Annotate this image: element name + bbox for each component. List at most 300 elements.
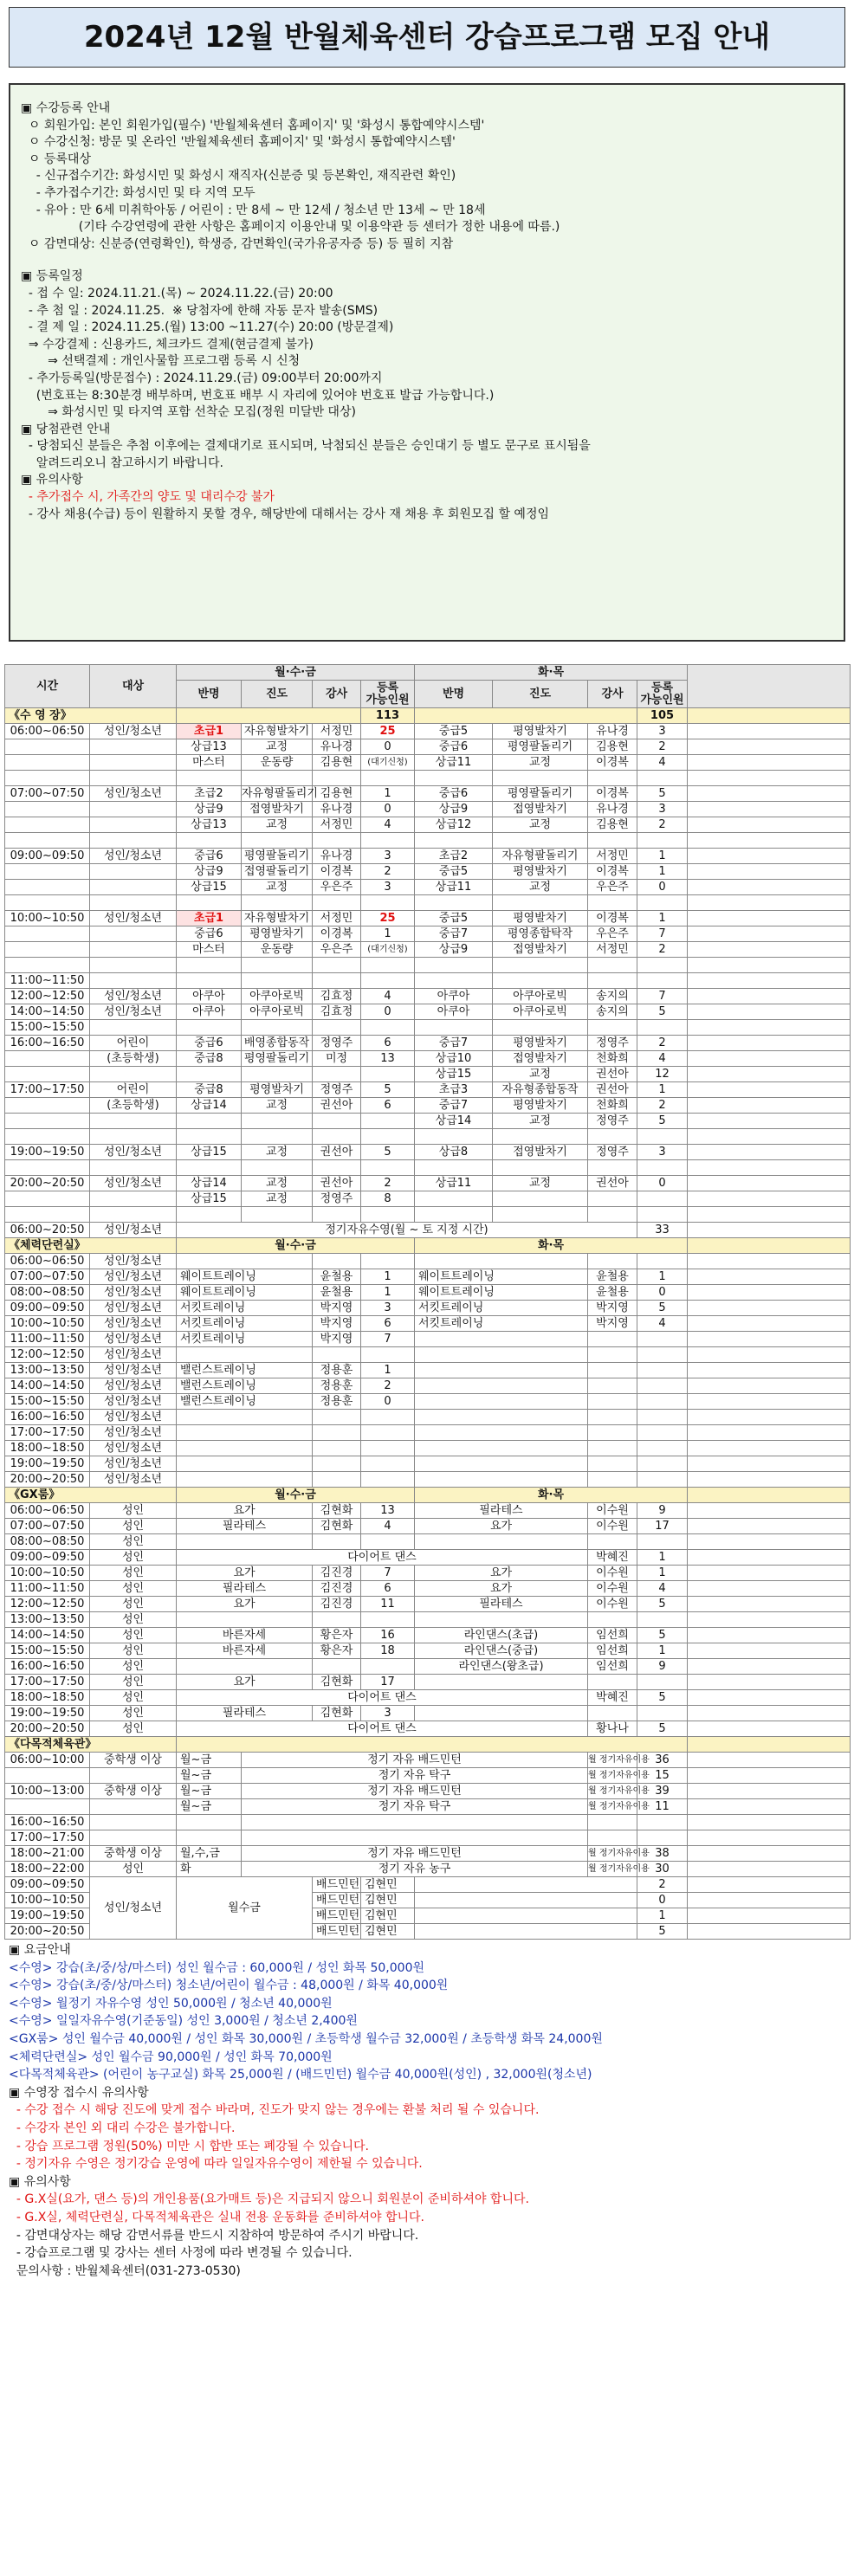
table-cell: 2 — [361, 1176, 415, 1191]
table-cell — [242, 1020, 313, 1036]
table-row — [5, 1020, 851, 1036]
table-cell: 중급5 — [415, 911, 493, 926]
table-cell — [5, 864, 90, 880]
table-row — [5, 1862, 851, 1877]
table-cell: 20:00~20:50 — [5, 1721, 90, 1737]
table-cell: 초급3 — [415, 1082, 493, 1098]
table-cell: 배드민턴 — [313, 1893, 361, 1908]
table-cell: 3 — [637, 1145, 688, 1160]
table-cell: 4 — [361, 989, 415, 1004]
table-cell: 교정 — [242, 1176, 313, 1191]
table-cell — [415, 833, 493, 849]
table-cell — [415, 1456, 588, 1472]
table-cell: 김효정 — [313, 989, 361, 1004]
table-cell: 8 — [361, 1191, 415, 1207]
table-cell — [5, 895, 90, 911]
table-cell — [588, 1347, 637, 1363]
table-row — [5, 1519, 851, 1534]
table-cell: 중급6 — [177, 926, 242, 942]
notice-line: - 신규접수기간: 화성시민 및 화성시 재직자(신분증 및 등본확인, 재직관련 확인) — [21, 169, 456, 184]
table-cell: 7 — [637, 989, 688, 1004]
table-cell: 아쿠아로빅 — [493, 989, 588, 1004]
table-cell — [177, 1441, 313, 1456]
table-cell: 서정민 — [588, 942, 637, 958]
table-cell — [688, 1924, 851, 1940]
table-cell: 서정민 — [313, 911, 361, 926]
table-cell — [688, 849, 851, 864]
table-cell: 중학생 이상 — [90, 1753, 177, 1768]
table-cell: 이경복 — [588, 755, 637, 771]
table-cell: 교정 — [493, 817, 588, 833]
table-cell — [688, 926, 851, 942]
table-cell — [5, 1799, 90, 1815]
table-cell — [688, 880, 851, 895]
header-time: 시간 — [5, 665, 90, 708]
table-cell — [588, 1378, 637, 1394]
table-cell — [637, 1347, 688, 1363]
table-cell — [688, 1191, 851, 1207]
table-cell — [415, 1472, 588, 1488]
table-cell: 0 — [637, 1176, 688, 1191]
table-cell: 중급7 — [415, 926, 493, 942]
free-swim-label: 정기자유수영(월 ~ 토 지정 시간) — [177, 1223, 637, 1238]
table-cell — [177, 1207, 242, 1223]
table-cell: 중학생 이상 — [90, 1784, 177, 1799]
table-cell: 평영팔돌리기 — [493, 739, 588, 755]
table-cell — [313, 1472, 361, 1488]
table-cell: 초급1 — [177, 724, 242, 739]
table-cell: 교정 — [242, 739, 313, 755]
table-cell: 이수원 — [588, 1503, 637, 1519]
table-cell — [688, 755, 851, 771]
table-cell — [313, 1347, 361, 1363]
free-swim-cap: 33 — [637, 1223, 688, 1238]
table-cell — [313, 1659, 361, 1675]
table-row — [5, 1830, 851, 1846]
table-cell: 이경복 — [313, 864, 361, 880]
table-cell: 아쿠아 — [177, 989, 242, 1004]
table-cell: 1 — [637, 1908, 688, 1924]
table-row — [5, 1082, 851, 1098]
table-row — [5, 1799, 851, 1815]
table-cell — [637, 973, 688, 989]
table-cell: 성인/청소년 — [90, 1285, 177, 1301]
table-cell — [5, 926, 90, 942]
table-cell: 성인 — [90, 1862, 177, 1877]
fee-line: - 강습 프로그램 정원(50%) 미만 시 합반 또는 폐강될 수 있습니다. — [9, 2139, 369, 2153]
notice-line: ㅇ 회원가입: 본인 회원가입(필수) '반월체육센터 홈페이지' 및 '화성시 통합예약시스템' — [21, 118, 485, 132]
table-cell — [688, 1425, 851, 1441]
table-cell: 정영주 — [313, 1191, 361, 1207]
table-cell: 1 — [637, 849, 688, 864]
table-cell: 13:00~13:50 — [5, 1363, 90, 1378]
table-cell — [313, 1129, 361, 1145]
table-row — [5, 786, 851, 802]
table-cell — [688, 1238, 851, 1254]
fee-line: ▣ 요금안내 — [9, 1943, 71, 1957]
table-cell — [415, 1160, 493, 1176]
header-level: 진도 — [242, 681, 313, 708]
table-cell: 17 — [361, 1675, 415, 1690]
table-cell — [90, 942, 177, 958]
table-row — [5, 817, 851, 833]
table-cell — [415, 1675, 588, 1690]
table-cell — [688, 1737, 851, 1753]
table-cell — [415, 973, 493, 989]
table-cell — [415, 1347, 588, 1363]
table-cell: 09:00~09:50 — [5, 1550, 90, 1566]
table-cell: 상급12 — [415, 817, 493, 833]
table-cell: 0 — [637, 880, 688, 895]
table-cell: 어린이 — [90, 1036, 177, 1051]
table-cell: 교정 — [493, 755, 588, 771]
table-cell: 자유형종합동작 — [493, 1082, 588, 1098]
fee-line: <수영> 일일자유수영(기준동일) 성인 3,000원 / 청소년 2,400원 — [9, 2014, 358, 2029]
table-cell — [688, 724, 851, 739]
table-cell: 성인 — [90, 1690, 177, 1706]
table-row — [5, 1534, 851, 1550]
table-cell — [688, 1846, 851, 1862]
table-cell: 요가 — [177, 1566, 313, 1581]
table-row — [5, 989, 851, 1004]
table-cell — [688, 1503, 851, 1519]
table-cell — [5, 1067, 90, 1082]
table-cell — [688, 1566, 851, 1581]
table-cell: 필라테스 — [177, 1581, 313, 1597]
table-cell: 평영발차기 — [493, 1036, 588, 1051]
table-cell: 이수원 — [588, 1519, 637, 1534]
table-cell: 1 — [637, 911, 688, 926]
table-cell: 교정 — [493, 1176, 588, 1191]
table-row — [5, 1597, 851, 1612]
table-cell: 19:00~19:50 — [5, 1145, 90, 1160]
table-cell — [588, 1441, 637, 1456]
notice-line: ⇒ 선택결제 : 개인사물함 프로그램 등록 시 신청 — [21, 354, 301, 369]
table-cell — [90, 1129, 177, 1145]
table-cell — [177, 1472, 313, 1488]
table-row — [5, 724, 851, 739]
table-cell — [688, 1488, 851, 1503]
table-cell: 4 — [361, 817, 415, 833]
table-cell — [588, 895, 637, 911]
table-cell — [688, 833, 851, 849]
table-cell: 라인댄스(초급) — [415, 1628, 588, 1643]
table-cell: 성인 — [90, 1581, 177, 1597]
table-cell: 08:00~08:50 — [5, 1534, 90, 1550]
notice-line: ⇒ 화성시민 및 타지역 포함 선착순 모집(정원 미달반 대상) — [21, 405, 356, 420]
table-cell: 39 — [637, 1784, 688, 1799]
table-cell — [361, 1160, 415, 1176]
table-cell: 성인 — [90, 1675, 177, 1690]
table-cell — [688, 665, 851, 708]
table-row — [5, 1191, 851, 1207]
table-cell — [588, 771, 637, 786]
notice-line: ㅇ 수강신청: 방문 및 온라인 '반월체육센터 홈페이지' 및 '화성시 통합예약시스템' — [21, 135, 456, 150]
table-cell: 성인/청소년 — [90, 1332, 177, 1347]
table-row — [5, 739, 851, 755]
table-cell: 20:00~20:50 — [5, 1176, 90, 1191]
table-cell: 자유형팔돌리기 — [242, 787, 318, 800]
table-cell: 김용현 — [313, 786, 361, 802]
fee-line: - G.X실, 체력단련실, 다목적체육관은 실내 전용 운동화를 준비하셔야 합니다. — [9, 2210, 424, 2224]
schedule-table — [4, 664, 851, 1940]
table-cell: 상급14 — [177, 1176, 242, 1191]
table-cell — [361, 771, 415, 786]
table-cell — [637, 1456, 688, 1472]
table-cell: 요가 — [177, 1597, 313, 1612]
table-row — [5, 1223, 851, 1238]
table-cell: 06:00~06:50 — [5, 1503, 90, 1519]
table-cell: 성인 — [90, 1519, 177, 1534]
table-cell: 배드민턴 — [313, 1877, 361, 1893]
table-cell: 유나경 — [588, 724, 637, 739]
table-cell: 어린이 — [90, 1082, 177, 1098]
table-cell: 17:00~17:50 — [5, 1675, 90, 1690]
table-cell: 아쿠아 — [177, 1004, 242, 1020]
table-cell — [415, 1129, 493, 1145]
table-cell: 김현화 — [313, 1503, 361, 1519]
table-row — [5, 1846, 851, 1862]
header-level: 진도 — [493, 681, 588, 708]
table-cell: 4 — [637, 1051, 688, 1067]
table-cell: 12:00~12:50 — [5, 989, 90, 1004]
table-cell — [588, 1534, 637, 1550]
table-cell — [177, 1114, 242, 1129]
table-cell: 필라테스 — [415, 1597, 588, 1612]
free-swim-time: 06:00~20:50 — [5, 1223, 90, 1238]
table-cell — [688, 1316, 851, 1332]
table-cell: 정용훈 — [313, 1394, 361, 1410]
notice-line: - 결 제 일 : 2024.11.25.(월) 13:00 ~11.27(수) 20:00 (방문결제) — [21, 320, 394, 335]
table-cell: 5 — [637, 1004, 688, 1020]
table-cell: 필라테스 — [415, 1503, 588, 1519]
table-cell: 5 — [637, 1301, 688, 1316]
table-cell: 19:00~19:50 — [5, 1706, 90, 1721]
table-cell: 2 — [637, 817, 688, 833]
table-cell: 38 — [637, 1846, 688, 1862]
table-cell: 밸런스트레이닝 — [177, 1394, 313, 1410]
table-cell — [415, 1706, 588, 1721]
table-cell — [588, 1191, 637, 1207]
table-cell — [688, 1363, 851, 1378]
table-cell: 11 — [361, 1597, 415, 1612]
notice-line: - 추가접수 시, 가족간의 양도 및 대리수강 불가 — [21, 490, 275, 505]
table-cell: 월 정기자유이용 — [588, 1799, 637, 1815]
table-cell — [637, 958, 688, 973]
table-cell: 성인/청소년 — [90, 989, 177, 1004]
table-cell — [177, 958, 242, 973]
table-cell: 19:00~19:50 — [5, 1908, 90, 1924]
table-cell — [90, 1114, 177, 1129]
table-cell — [5, 833, 90, 849]
table-row — [5, 1643, 851, 1659]
table-cell: 배드민턴 — [313, 1924, 361, 1940]
table-cell: 09:00~09:50 — [5, 1877, 90, 1893]
table-cell: 초급2 — [177, 786, 242, 802]
table-cell: 윤철용 — [588, 1269, 637, 1285]
table-cell — [688, 1160, 851, 1176]
table-cell: 5 — [637, 1690, 688, 1706]
table-cell — [493, 895, 588, 911]
table-cell — [415, 895, 493, 911]
table-row — [5, 1378, 851, 1394]
table-cell — [637, 1378, 688, 1394]
table-cell — [242, 1160, 313, 1176]
table-cell: 중급7 — [415, 1036, 493, 1051]
table-cell: 교정 — [242, 1191, 313, 1207]
table-cell: 밸런스트레이닝 — [177, 1363, 313, 1378]
table-cell — [637, 1830, 688, 1846]
table-cell: 1 — [361, 1285, 415, 1301]
table-cell — [688, 1877, 851, 1893]
table-cell — [177, 1254, 313, 1269]
table-cell — [313, 1114, 361, 1129]
table-cell: 1 — [361, 1269, 415, 1285]
table-row — [5, 1036, 851, 1051]
table-cell: 중급6 — [177, 1036, 242, 1051]
table-row — [5, 1550, 851, 1566]
table-cell — [637, 1410, 688, 1425]
table-cell — [5, 755, 90, 771]
table-cell — [5, 1114, 90, 1129]
table-cell: 교정 — [242, 1145, 313, 1160]
table-cell: 서정민 — [313, 724, 361, 739]
table-cell — [177, 708, 361, 724]
table-cell — [637, 1612, 688, 1628]
table-cell: 07:00~07:50 — [5, 1269, 90, 1285]
table-cell: (초등학생) — [90, 1098, 177, 1114]
table-cell — [688, 1675, 851, 1690]
table-cell: 김진경 — [313, 1597, 361, 1612]
table-cell — [493, 958, 588, 973]
table-cell: 접영발차기 — [493, 802, 588, 817]
table-cell: 상급11 — [415, 880, 493, 895]
table-cell: 3 — [361, 1706, 415, 1721]
table-cell: 상급11 — [415, 1176, 493, 1191]
table-cell: 요가 — [177, 1675, 313, 1690]
table-cell — [688, 1441, 851, 1456]
table-cell: 3 — [361, 1301, 415, 1316]
table-row — [5, 1254, 851, 1269]
table-cell: 7 — [361, 1332, 415, 1347]
table-cell: 상급14 — [415, 1114, 493, 1129]
table-cell: 이수원 — [588, 1597, 637, 1612]
table-cell: 16:00~16:50 — [5, 1410, 90, 1425]
table-cell — [688, 1020, 851, 1036]
table-cell — [415, 1378, 588, 1394]
table-cell: 10:00~10:50 — [5, 1893, 90, 1908]
table-cell: 2 — [637, 739, 688, 755]
table-cell — [637, 1815, 688, 1830]
table-cell: 우은주 — [313, 942, 361, 958]
table-cell — [313, 1534, 361, 1550]
swim-mwf-total: 113 — [361, 708, 415, 724]
table-row — [5, 1472, 851, 1488]
table-cell: 4 — [361, 1519, 415, 1534]
table-cell: 4 — [637, 1316, 688, 1332]
table-cell: 6 — [361, 1036, 415, 1051]
header-class: 반명 — [177, 681, 242, 708]
table-cell — [493, 833, 588, 849]
table-cell — [637, 1706, 688, 1721]
table-cell: 4 — [637, 755, 688, 771]
table-cell — [242, 833, 313, 849]
table-cell — [90, 802, 177, 817]
table-cell: 김진경 — [313, 1566, 361, 1581]
table-cell — [493, 1191, 588, 1207]
table-cell — [90, 1799, 177, 1815]
notice-line: (기타 수강연령에 관한 사항은 홈페이지 이용안내 및 이용약관 등 센터가 정한 내용에 따름.) — [21, 220, 560, 235]
table-cell — [242, 973, 313, 989]
fee-line: - 강습프로그램 및 강사는 센터 사정에 따라 변경될 수 있습니다. — [9, 2246, 353, 2261]
table-cell — [415, 1425, 588, 1441]
header-mwf: 월·수·금 — [177, 665, 415, 681]
table-cell: 성인 — [90, 1534, 177, 1550]
table-cell: 06:00~10:00 — [5, 1753, 90, 1768]
table-cell — [493, 1207, 588, 1223]
table-row — [5, 1690, 851, 1706]
table-cell: 성인/청소년 — [90, 911, 177, 926]
table-cell — [415, 1394, 588, 1410]
table-row — [5, 911, 851, 926]
table-cell — [637, 895, 688, 911]
table-cell: 박지영 — [588, 1301, 637, 1316]
table-cell: 14:00~14:50 — [5, 1378, 90, 1394]
table-cell — [361, 833, 415, 849]
table-cell: 12 — [637, 1067, 688, 1082]
table-cell: 유나경 — [313, 739, 361, 755]
table-cell — [242, 1114, 313, 1129]
table-cell — [90, 771, 177, 786]
table-cell — [688, 1768, 851, 1784]
table-cell: 접영발차기 — [493, 1051, 588, 1067]
table-cell — [588, 1207, 637, 1223]
table-cell — [637, 1129, 688, 1145]
table-cell: 김용현 — [313, 755, 361, 771]
table-cell — [688, 1799, 851, 1815]
fee-line: - G.X실(요가, 댄스 등)의 개인용품(요가매트 등)은 지급되지 않으니 회원분이 준비하셔야 합니다. — [9, 2192, 529, 2207]
table-cell — [313, 973, 361, 989]
table-cell: 서정민 — [588, 849, 637, 864]
table-cell — [177, 973, 242, 989]
table-cell: 11:00~11:50 — [5, 973, 90, 989]
table-cell: 성인 — [90, 1659, 177, 1675]
table-cell: 평영팔돌리기 — [493, 786, 588, 802]
table-cell — [5, 802, 90, 817]
table-cell — [588, 833, 637, 849]
table-cell: 14:00~14:50 — [5, 1628, 90, 1643]
table-cell — [90, 926, 177, 942]
table-cell — [688, 1659, 851, 1675]
table-cell — [361, 1472, 415, 1488]
table-cell — [177, 1612, 313, 1628]
table-cell: 17 — [637, 1519, 688, 1534]
table-cell: 이수원 — [588, 1581, 637, 1597]
table-cell: 김현화 — [313, 1519, 361, 1534]
table-cell — [688, 1721, 851, 1737]
table-cell: 중급5 — [415, 724, 493, 739]
table-cell — [242, 771, 313, 786]
table-cell — [361, 1207, 415, 1223]
table-cell: 06:00~06:50 — [5, 1254, 90, 1269]
table-cell — [688, 1254, 851, 1269]
table-cell — [90, 1207, 177, 1223]
table-cell: 접영팔돌리기 — [242, 864, 313, 880]
table-cell: 월 정기자유이용 — [588, 1846, 637, 1862]
table-cell: 1 — [361, 1363, 415, 1378]
table-cell — [637, 1472, 688, 1488]
table-cell — [688, 1129, 851, 1145]
